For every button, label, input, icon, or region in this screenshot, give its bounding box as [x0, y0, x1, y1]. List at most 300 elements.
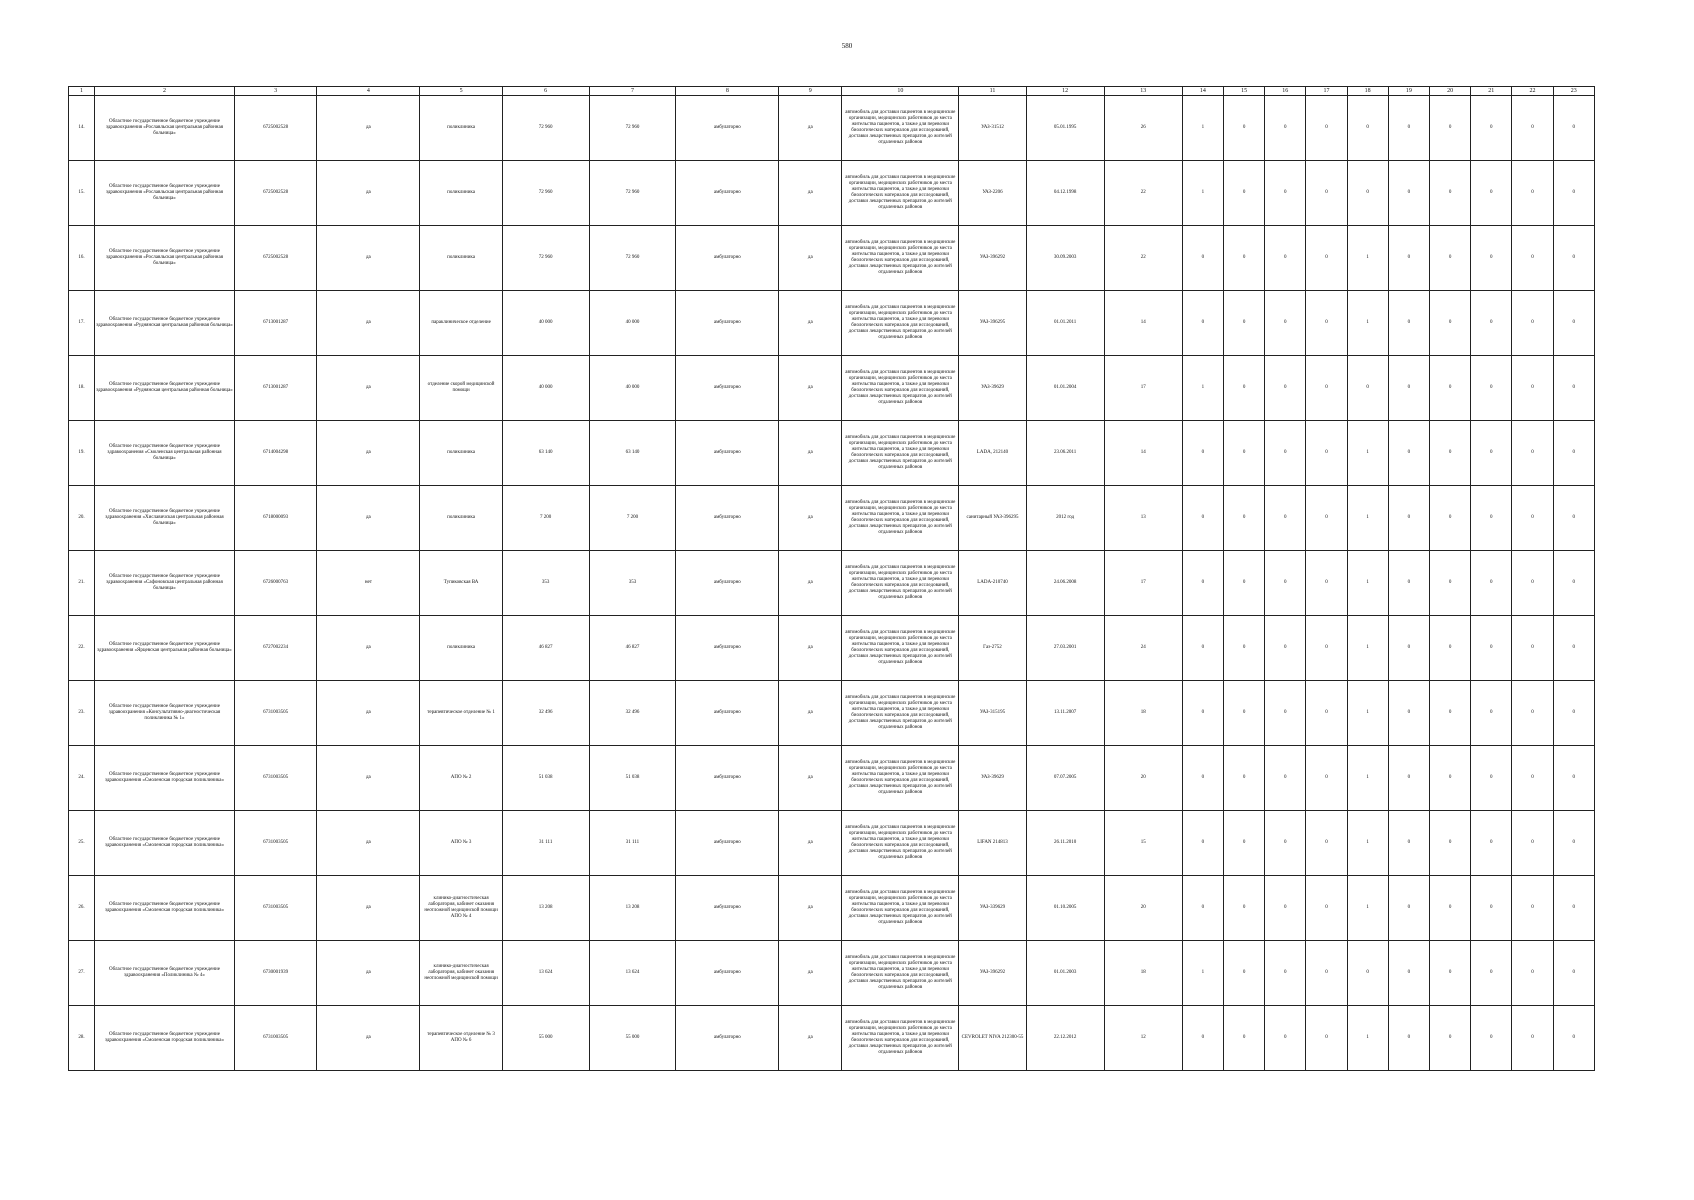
count-cell-22: 0 [1512, 551, 1553, 616]
vehicle-purpose-cell: автомобиль для доставки пациентов в медицинские организации, медицинских работников до места жительства пациентов, а также для перевозки биологических материалов для исследований, доставки лекарственных препаратов до жителей отдаленных районов [842, 1006, 959, 1071]
inn-cell: 6725002528 [234, 96, 316, 161]
department-cell: АПО № 3 [420, 811, 502, 876]
vehicle-model-cell: санитарный УАЗ-396295 [959, 486, 1026, 551]
count-cell-23: 0 [1553, 746, 1594, 811]
vehicle-model-cell: Газ-2752 [959, 616, 1026, 681]
col7-cell: 63 140 [589, 421, 676, 486]
column-header-12: 12 [1026, 87, 1104, 96]
col9-cell: да [779, 681, 842, 746]
count-cell-19: 0 [1388, 811, 1429, 876]
count-cell-17: 0 [1306, 356, 1347, 421]
col7-cell: 46 827 [589, 616, 676, 681]
col9-cell: да [779, 551, 842, 616]
department-cell: клинико-диагностическая лаборатория, кабинет оказания неотложной медицинской помощи АПО № 4 [420, 876, 502, 941]
department-cell: Тупиковская ВА [420, 551, 502, 616]
department-cell: поликлиника [420, 421, 502, 486]
vehicle-date-cell: 01.01.2004 [1026, 356, 1104, 421]
organization-name: Областное государственное бюджетное учреждение здравоохранения «Смоленская центральная районная больница» [95, 421, 235, 486]
column-header-2: 2 [95, 87, 235, 96]
col13-cell: 14 [1104, 421, 1182, 486]
count-cell-15: 0 [1223, 811, 1264, 876]
inn-cell: 6731003505 [234, 681, 316, 746]
header-row [69, 87, 1595, 96]
count-cell-17: 0 [1306, 616, 1347, 681]
col9-cell: да [779, 96, 842, 161]
count-cell-15: 0 [1223, 681, 1264, 746]
vehicle-date-cell: 26.11.2010 [1026, 811, 1104, 876]
care-type-cell: амбулаторно [676, 811, 779, 876]
column-header-18: 18 [1347, 87, 1388, 96]
col9-cell: да [779, 746, 842, 811]
organization-name: Областное государственное бюджетное учреждение здравоохранения «Смоленская городская поликлиника» [95, 746, 235, 811]
col4-cell: да [317, 226, 420, 291]
count-cell-21: 0 [1471, 161, 1512, 226]
count-cell-19: 0 [1388, 1006, 1429, 1071]
count-cell-22: 0 [1512, 356, 1553, 421]
count-cell-17: 0 [1306, 226, 1347, 291]
table-row [69, 226, 1595, 291]
col4-cell: да [317, 616, 420, 681]
col7-cell: 72 960 [589, 161, 676, 226]
count-cell-18: 1 [1347, 811, 1388, 876]
count-cell-17: 0 [1306, 1006, 1347, 1071]
count-cell-16: 0 [1265, 876, 1306, 941]
count-cell-16: 0 [1265, 746, 1306, 811]
organization-name: Областное государственное бюджетное учреждение здравоохранения «Смоленская городская поликлиника» [95, 1006, 235, 1071]
count-cell-23: 0 [1553, 876, 1594, 941]
count-cell-19: 0 [1388, 486, 1429, 551]
vehicle-model-cell: УАЗ-2206 [959, 161, 1026, 226]
table-row [69, 811, 1595, 876]
organization-name: Областное государственное бюджетное учреждение здравоохранения «Смоленская городская поликлиника» [95, 811, 235, 876]
row-number: 26. [69, 876, 95, 941]
column-header-11: 11 [959, 87, 1026, 96]
count-cell-21: 0 [1471, 421, 1512, 486]
column-header-3: 3 [234, 87, 316, 96]
count-cell-18: 1 [1347, 746, 1388, 811]
col13-cell: 20 [1104, 876, 1182, 941]
col4-cell: да [317, 356, 420, 421]
col7-cell: 72 960 [589, 96, 676, 161]
count-cell-15: 0 [1223, 161, 1264, 226]
inn-cell: 6731003505 [234, 1006, 316, 1071]
col4-cell: да [317, 1006, 420, 1071]
col9-cell: да [779, 811, 842, 876]
department-cell: поликлиника [420, 161, 502, 226]
row-number: 21. [69, 551, 95, 616]
inn-cell: 6727002234 [234, 616, 316, 681]
count-cell-21: 0 [1471, 616, 1512, 681]
vehicle-model-cell: УАЗ-339629 [959, 876, 1026, 941]
count-cell-23: 0 [1553, 681, 1594, 746]
care-type-cell: амбулаторно [676, 616, 779, 681]
count-cell-14: 0 [1182, 616, 1223, 681]
table-row [69, 421, 1595, 486]
row-number: 19. [69, 421, 95, 486]
row-number: 23. [69, 681, 95, 746]
vehicle-date-cell: 23.06.2011 [1026, 421, 1104, 486]
count-cell-21: 0 [1471, 681, 1512, 746]
care-type-cell: амбулаторно [676, 746, 779, 811]
column-header-1: 1 [69, 87, 95, 96]
department-cell: отделение скорой медицинской помощи [420, 356, 502, 421]
count-cell-19: 0 [1388, 226, 1429, 291]
vehicle-model-cell: УАЗ-39629 [959, 746, 1026, 811]
vehicle-date-cell: 04.12.1998 [1026, 161, 1104, 226]
care-type-cell: амбулаторно [676, 551, 779, 616]
count-cell-16: 0 [1265, 941, 1306, 1006]
count-cell-14: 0 [1182, 811, 1223, 876]
count-cell-14: 1 [1182, 356, 1223, 421]
count-cell-23: 0 [1553, 486, 1594, 551]
count-cell-14: 0 [1182, 226, 1223, 291]
inn-cell: 6726000763 [234, 551, 316, 616]
col13-cell: 18 [1104, 941, 1182, 1006]
col9-cell: да [779, 226, 842, 291]
count-cell-23: 0 [1553, 941, 1594, 1006]
count-cell-17: 0 [1306, 161, 1347, 226]
count-cell-14: 0 [1182, 291, 1223, 356]
count-cell-16: 0 [1265, 291, 1306, 356]
care-type-cell: амбулаторно [676, 161, 779, 226]
vehicle-model-cell: LIFAN 214813 [959, 811, 1026, 876]
count-cell-15: 0 [1223, 486, 1264, 551]
table-row [69, 681, 1595, 746]
count-cell-15: 0 [1223, 291, 1264, 356]
count-cell-14: 0 [1182, 746, 1223, 811]
care-type-cell: амбулаторно [676, 356, 779, 421]
col9-cell: да [779, 876, 842, 941]
row-number: 14. [69, 96, 95, 161]
count-cell-20: 0 [1429, 421, 1470, 486]
vehicle-purpose-cell: автомобиль для доставки пациентов в медицинские организации, медицинских работников до места жительства пациентов, а также для перевозки биологических материалов для исследований, доставки лекарственных препаратов до жителей отдаленных районов [842, 356, 959, 421]
vehicle-date-cell: 24.06.2008 [1026, 551, 1104, 616]
col4-cell: да [317, 681, 420, 746]
col6-cell: 55 000 [502, 1006, 589, 1071]
count-cell-16: 0 [1265, 96, 1306, 161]
col9-cell: да [779, 1006, 842, 1071]
count-cell-22: 0 [1512, 161, 1553, 226]
inn-cell: 6713001287 [234, 291, 316, 356]
organization-name: Областное государственное бюджетное учреждение здравоохранения «Руднянская центральная районная больница» [95, 291, 235, 356]
organization-name: Областное государственное бюджетное учреждение здравоохранения «Смоленская городская поликлиника» [95, 876, 235, 941]
table-row [69, 1006, 1595, 1071]
count-cell-14: 0 [1182, 486, 1223, 551]
count-cell-22: 0 [1512, 616, 1553, 681]
department-cell: параклиническое отделение [420, 291, 502, 356]
count-cell-22: 0 [1512, 941, 1553, 1006]
col4-cell: да [317, 486, 420, 551]
count-cell-18: 0 [1347, 356, 1388, 421]
table-row [69, 486, 1595, 551]
count-cell-17: 0 [1306, 811, 1347, 876]
col7-cell: 7 200 [589, 486, 676, 551]
count-cell-17: 0 [1306, 96, 1347, 161]
column-header-14: 14 [1182, 87, 1223, 96]
count-cell-16: 0 [1265, 226, 1306, 291]
column-header-19: 19 [1388, 87, 1429, 96]
row-number: 15. [69, 161, 95, 226]
vehicle-model-cell: УАЗ-396295 [959, 291, 1026, 356]
vehicle-purpose-cell: автомобиль для доставки пациентов в медицинские организации, медицинских работников до места жительства пациентов, а также для перевозки биологических материалов для исследований, доставки лекарственных препаратов до жителей отдаленных районов [842, 161, 959, 226]
count-cell-22: 0 [1512, 876, 1553, 941]
count-cell-17: 0 [1306, 486, 1347, 551]
vehicle-model-cell: LADA, 212140 [959, 421, 1026, 486]
inn-cell: 6731003505 [234, 811, 316, 876]
count-cell-15: 0 [1223, 876, 1264, 941]
vehicle-date-cell: 2012 год [1026, 486, 1104, 551]
count-cell-23: 0 [1553, 421, 1594, 486]
count-cell-21: 0 [1471, 941, 1512, 1006]
care-type-cell: амбулаторно [676, 421, 779, 486]
department-cell: терапевтическое отделение № 1 [420, 681, 502, 746]
count-cell-22: 0 [1512, 291, 1553, 356]
count-cell-15: 0 [1223, 746, 1264, 811]
col4-cell: нет [317, 551, 420, 616]
col4-cell: да [317, 811, 420, 876]
count-cell-20: 0 [1429, 941, 1470, 1006]
count-cell-20: 0 [1429, 1006, 1470, 1071]
table-row [69, 746, 1595, 811]
col6-cell: 72 960 [502, 226, 589, 291]
count-cell-23: 0 [1553, 616, 1594, 681]
col13-cell: 17 [1104, 551, 1182, 616]
count-cell-21: 0 [1471, 96, 1512, 161]
vehicle-model-cell: УАЗ-396292 [959, 226, 1026, 291]
count-cell-19: 0 [1388, 681, 1429, 746]
count-cell-14: 0 [1182, 551, 1223, 616]
count-cell-16: 0 [1265, 486, 1306, 551]
count-cell-16: 0 [1265, 1006, 1306, 1071]
count-cell-15: 0 [1223, 356, 1264, 421]
column-header-6: 6 [502, 87, 589, 96]
column-header-15: 15 [1223, 87, 1264, 96]
count-cell-14: 0 [1182, 681, 1223, 746]
organization-name: Областное государственное бюджетное учреждение здравоохранения «Хиславичская центральная районная больница» [95, 486, 235, 551]
table-row [69, 161, 1595, 226]
col6-cell: 51 038 [502, 746, 589, 811]
count-cell-20: 0 [1429, 161, 1470, 226]
inn-cell: 6714004298 [234, 421, 316, 486]
department-cell: поликлиника [420, 486, 502, 551]
organization-name: Областное государственное бюджетное учреждение здравоохранения «Ярцевская центральная районная больница» [95, 616, 235, 681]
count-cell-17: 0 [1306, 746, 1347, 811]
count-cell-18: 1 [1347, 226, 1388, 291]
row-number: 22. [69, 616, 95, 681]
col6-cell: 31 111 [502, 811, 589, 876]
vehicle-purpose-cell: автомобиль для доставки пациентов в медицинские организации, медицинских работников до места жительства пациентов, а также для перевозки биологических материалов для исследований, доставки лекарственных препаратов до жителей отдаленных районов [842, 486, 959, 551]
col13-cell: 13 [1104, 486, 1182, 551]
count-cell-22: 0 [1512, 486, 1553, 551]
count-cell-22: 0 [1512, 1006, 1553, 1071]
count-cell-21: 0 [1471, 811, 1512, 876]
count-cell-14: 0 [1182, 1006, 1223, 1071]
col9-cell: да [779, 421, 842, 486]
col4-cell: да [317, 96, 420, 161]
column-header-16: 16 [1265, 87, 1306, 96]
vehicle-purpose-cell: автомобиль для доставки пациентов в медицинские организации, медицинских работников до места жительства пациентов, а также для перевозки биологических материалов для исследований, доставки лекарственных препаратов до жителей отдаленных районов [842, 941, 959, 1006]
count-cell-20: 0 [1429, 226, 1470, 291]
col13-cell: 17 [1104, 356, 1182, 421]
col4-cell: да [317, 876, 420, 941]
vehicle-date-cell: 22.12.2012 [1026, 1006, 1104, 1071]
count-cell-18: 1 [1347, 1006, 1388, 1071]
count-cell-20: 0 [1429, 551, 1470, 616]
count-cell-21: 0 [1471, 876, 1512, 941]
count-cell-22: 0 [1512, 226, 1553, 291]
count-cell-15: 0 [1223, 941, 1264, 1006]
count-cell-18: 1 [1347, 616, 1388, 681]
col6-cell: 40 000 [502, 291, 589, 356]
count-cell-21: 0 [1471, 746, 1512, 811]
row-number: 16. [69, 226, 95, 291]
count-cell-21: 0 [1471, 356, 1512, 421]
count-cell-21: 0 [1471, 1006, 1512, 1071]
vehicle-model-cell: УАЗ-315195 [959, 681, 1026, 746]
count-cell-23: 0 [1553, 226, 1594, 291]
count-cell-22: 0 [1512, 96, 1553, 161]
column-header-8: 8 [676, 87, 779, 96]
col6-cell: 13 208 [502, 876, 589, 941]
vehicle-table [68, 86, 1595, 1071]
department-cell: поликлиника [420, 226, 502, 291]
table-row [69, 356, 1595, 421]
col6-cell: 46 827 [502, 616, 589, 681]
col7-cell: 13 208 [589, 876, 676, 941]
count-cell-21: 0 [1471, 486, 1512, 551]
count-cell-16: 0 [1265, 161, 1306, 226]
inn-cell: 6730001939 [234, 941, 316, 1006]
care-type-cell: амбулаторно [676, 291, 779, 356]
col13-cell: 12 [1104, 1006, 1182, 1071]
count-cell-15: 0 [1223, 96, 1264, 161]
organization-name: Областное государственное бюджетное учреждение здравоохранения «Рославльская центральная районная больница» [95, 161, 235, 226]
vehicle-purpose-cell: автомобиль для доставки пациентов в медицинские организации, медицинских работников до места жительства пациентов, а также для перевозки биологических материалов для исследований, доставки лекарственных препаратов до жителей отдаленных районов [842, 96, 959, 161]
col7-cell: 40 000 [589, 291, 676, 356]
column-header-17: 17 [1306, 87, 1347, 96]
organization-name: Областное государственное бюджетное учреждение здравоохранения «Сафоновская центральная районная больница» [95, 551, 235, 616]
count-cell-15: 0 [1223, 1006, 1264, 1071]
column-header-22: 22 [1512, 87, 1553, 96]
column-header-23: 23 [1553, 87, 1594, 96]
table-row [69, 941, 1595, 1006]
count-cell-21: 0 [1471, 226, 1512, 291]
care-type-cell: амбулаторно [676, 96, 779, 161]
care-type-cell: амбулаторно [676, 941, 779, 1006]
col6-cell: 63 140 [502, 421, 589, 486]
department-cell: терапевтическое отделение № 3 АПО № 6 [420, 1006, 502, 1071]
vehicle-purpose-cell: автомобиль для доставки пациентов в медицинские организации, медицинских работников до места жительства пациентов, а также для перевозки биологических материалов для исследований, доставки лекарственных препаратов до жителей отдаленных районов [842, 811, 959, 876]
col6-cell: 13 624 [502, 941, 589, 1006]
count-cell-17: 0 [1306, 876, 1347, 941]
count-cell-15: 0 [1223, 421, 1264, 486]
vehicle-model-cell: CEVROLET NIVA 212300-55 [959, 1006, 1026, 1071]
count-cell-23: 0 [1553, 811, 1594, 876]
inn-cell: 6718000093 [234, 486, 316, 551]
col4-cell: да [317, 941, 420, 1006]
count-cell-14: 0 [1182, 421, 1223, 486]
col13-cell: 24 [1104, 616, 1182, 681]
column-header-4: 4 [317, 87, 420, 96]
count-cell-19: 0 [1388, 291, 1429, 356]
organization-name: Областное государственное бюджетное учреждение здравоохранения «Поликлиника № 4» [95, 941, 235, 1006]
count-cell-16: 0 [1265, 551, 1306, 616]
count-cell-18: 1 [1347, 551, 1388, 616]
count-cell-22: 0 [1512, 811, 1553, 876]
col9-cell: да [779, 941, 842, 1006]
count-cell-23: 0 [1553, 161, 1594, 226]
count-cell-20: 0 [1429, 486, 1470, 551]
count-cell-23: 0 [1553, 551, 1594, 616]
count-cell-21: 0 [1471, 291, 1512, 356]
row-number: 17. [69, 291, 95, 356]
col9-cell: да [779, 616, 842, 681]
col7-cell: 32 496 [589, 681, 676, 746]
vehicle-date-cell: 01.01.2003 [1026, 941, 1104, 1006]
organization-name: Областное государственное бюджетное учреждение здравоохранения «Рославльская центральная районная больница» [95, 226, 235, 291]
care-type-cell: амбулаторно [676, 876, 779, 941]
col6-cell: 353 [502, 551, 589, 616]
column-header-5: 5 [420, 87, 502, 96]
col13-cell: 26 [1104, 96, 1182, 161]
column-header-7: 7 [589, 87, 676, 96]
row-number: 24. [69, 746, 95, 811]
count-cell-14: 1 [1182, 941, 1223, 1006]
vehicle-purpose-cell: автомобиль для доставки пациентов в медицинские организации, медицинских работников до места жительства пациентов, а также для перевозки биологических материалов для исследований, доставки лекарственных препаратов до жителей отдаленных районов [842, 226, 959, 291]
vehicle-date-cell: 01.01.2011 [1026, 291, 1104, 356]
count-cell-16: 0 [1265, 811, 1306, 876]
col7-cell: 55 000 [589, 1006, 676, 1071]
count-cell-17: 0 [1306, 421, 1347, 486]
count-cell-19: 0 [1388, 356, 1429, 421]
count-cell-20: 0 [1429, 811, 1470, 876]
count-cell-15: 0 [1223, 226, 1264, 291]
count-cell-16: 0 [1265, 681, 1306, 746]
column-header-13: 13 [1104, 87, 1182, 96]
column-header-10: 10 [842, 87, 959, 96]
vehicle-date-cell: 05.01.1995 [1026, 96, 1104, 161]
count-cell-19: 0 [1388, 941, 1429, 1006]
col4-cell: да [317, 746, 420, 811]
col6-cell: 7 200 [502, 486, 589, 551]
care-type-cell: амбулаторно [676, 226, 779, 291]
count-cell-19: 0 [1388, 96, 1429, 161]
col6-cell: 72 960 [502, 96, 589, 161]
col9-cell: да [779, 486, 842, 551]
count-cell-18: 1 [1347, 876, 1388, 941]
organization-name: Областное государственное бюджетное учреждение здравоохранения «Консультативно-диагностическая поликлиника № 1» [95, 681, 235, 746]
vehicle-purpose-cell: автомобиль для доставки пациентов в медицинские организации, медицинских работников до места жительства пациентов, а также для перевозки биологических материалов для исследований, доставки лекарственных препаратов до жителей отдаленных районов [842, 616, 959, 681]
row-number: 28. [69, 1006, 95, 1071]
count-cell-16: 0 [1265, 616, 1306, 681]
count-cell-14: 0 [1182, 876, 1223, 941]
count-cell-16: 0 [1265, 356, 1306, 421]
col4-cell: да [317, 161, 420, 226]
count-cell-17: 0 [1306, 941, 1347, 1006]
count-cell-20: 0 [1429, 876, 1470, 941]
count-cell-18: 1 [1347, 681, 1388, 746]
count-cell-19: 0 [1388, 551, 1429, 616]
vehicle-purpose-cell: автомобиль для доставки пациентов в медицинские организации, медицинских работников до места жительства пациентов, а также для перевозки биологических материалов для исследований, доставки лекарственных препаратов до жителей отдаленных районов [842, 746, 959, 811]
count-cell-18: 0 [1347, 161, 1388, 226]
col13-cell: 22 [1104, 226, 1182, 291]
count-cell-14: 1 [1182, 96, 1223, 161]
count-cell-17: 0 [1306, 551, 1347, 616]
col6-cell: 72 960 [502, 161, 589, 226]
count-cell-19: 0 [1388, 161, 1429, 226]
organization-name: Областное государственное бюджетное учреждение здравоохранения «Руднянская центральная районная больница» [95, 356, 235, 421]
vehicle-model-cell: УАЗ-39629 [959, 356, 1026, 421]
